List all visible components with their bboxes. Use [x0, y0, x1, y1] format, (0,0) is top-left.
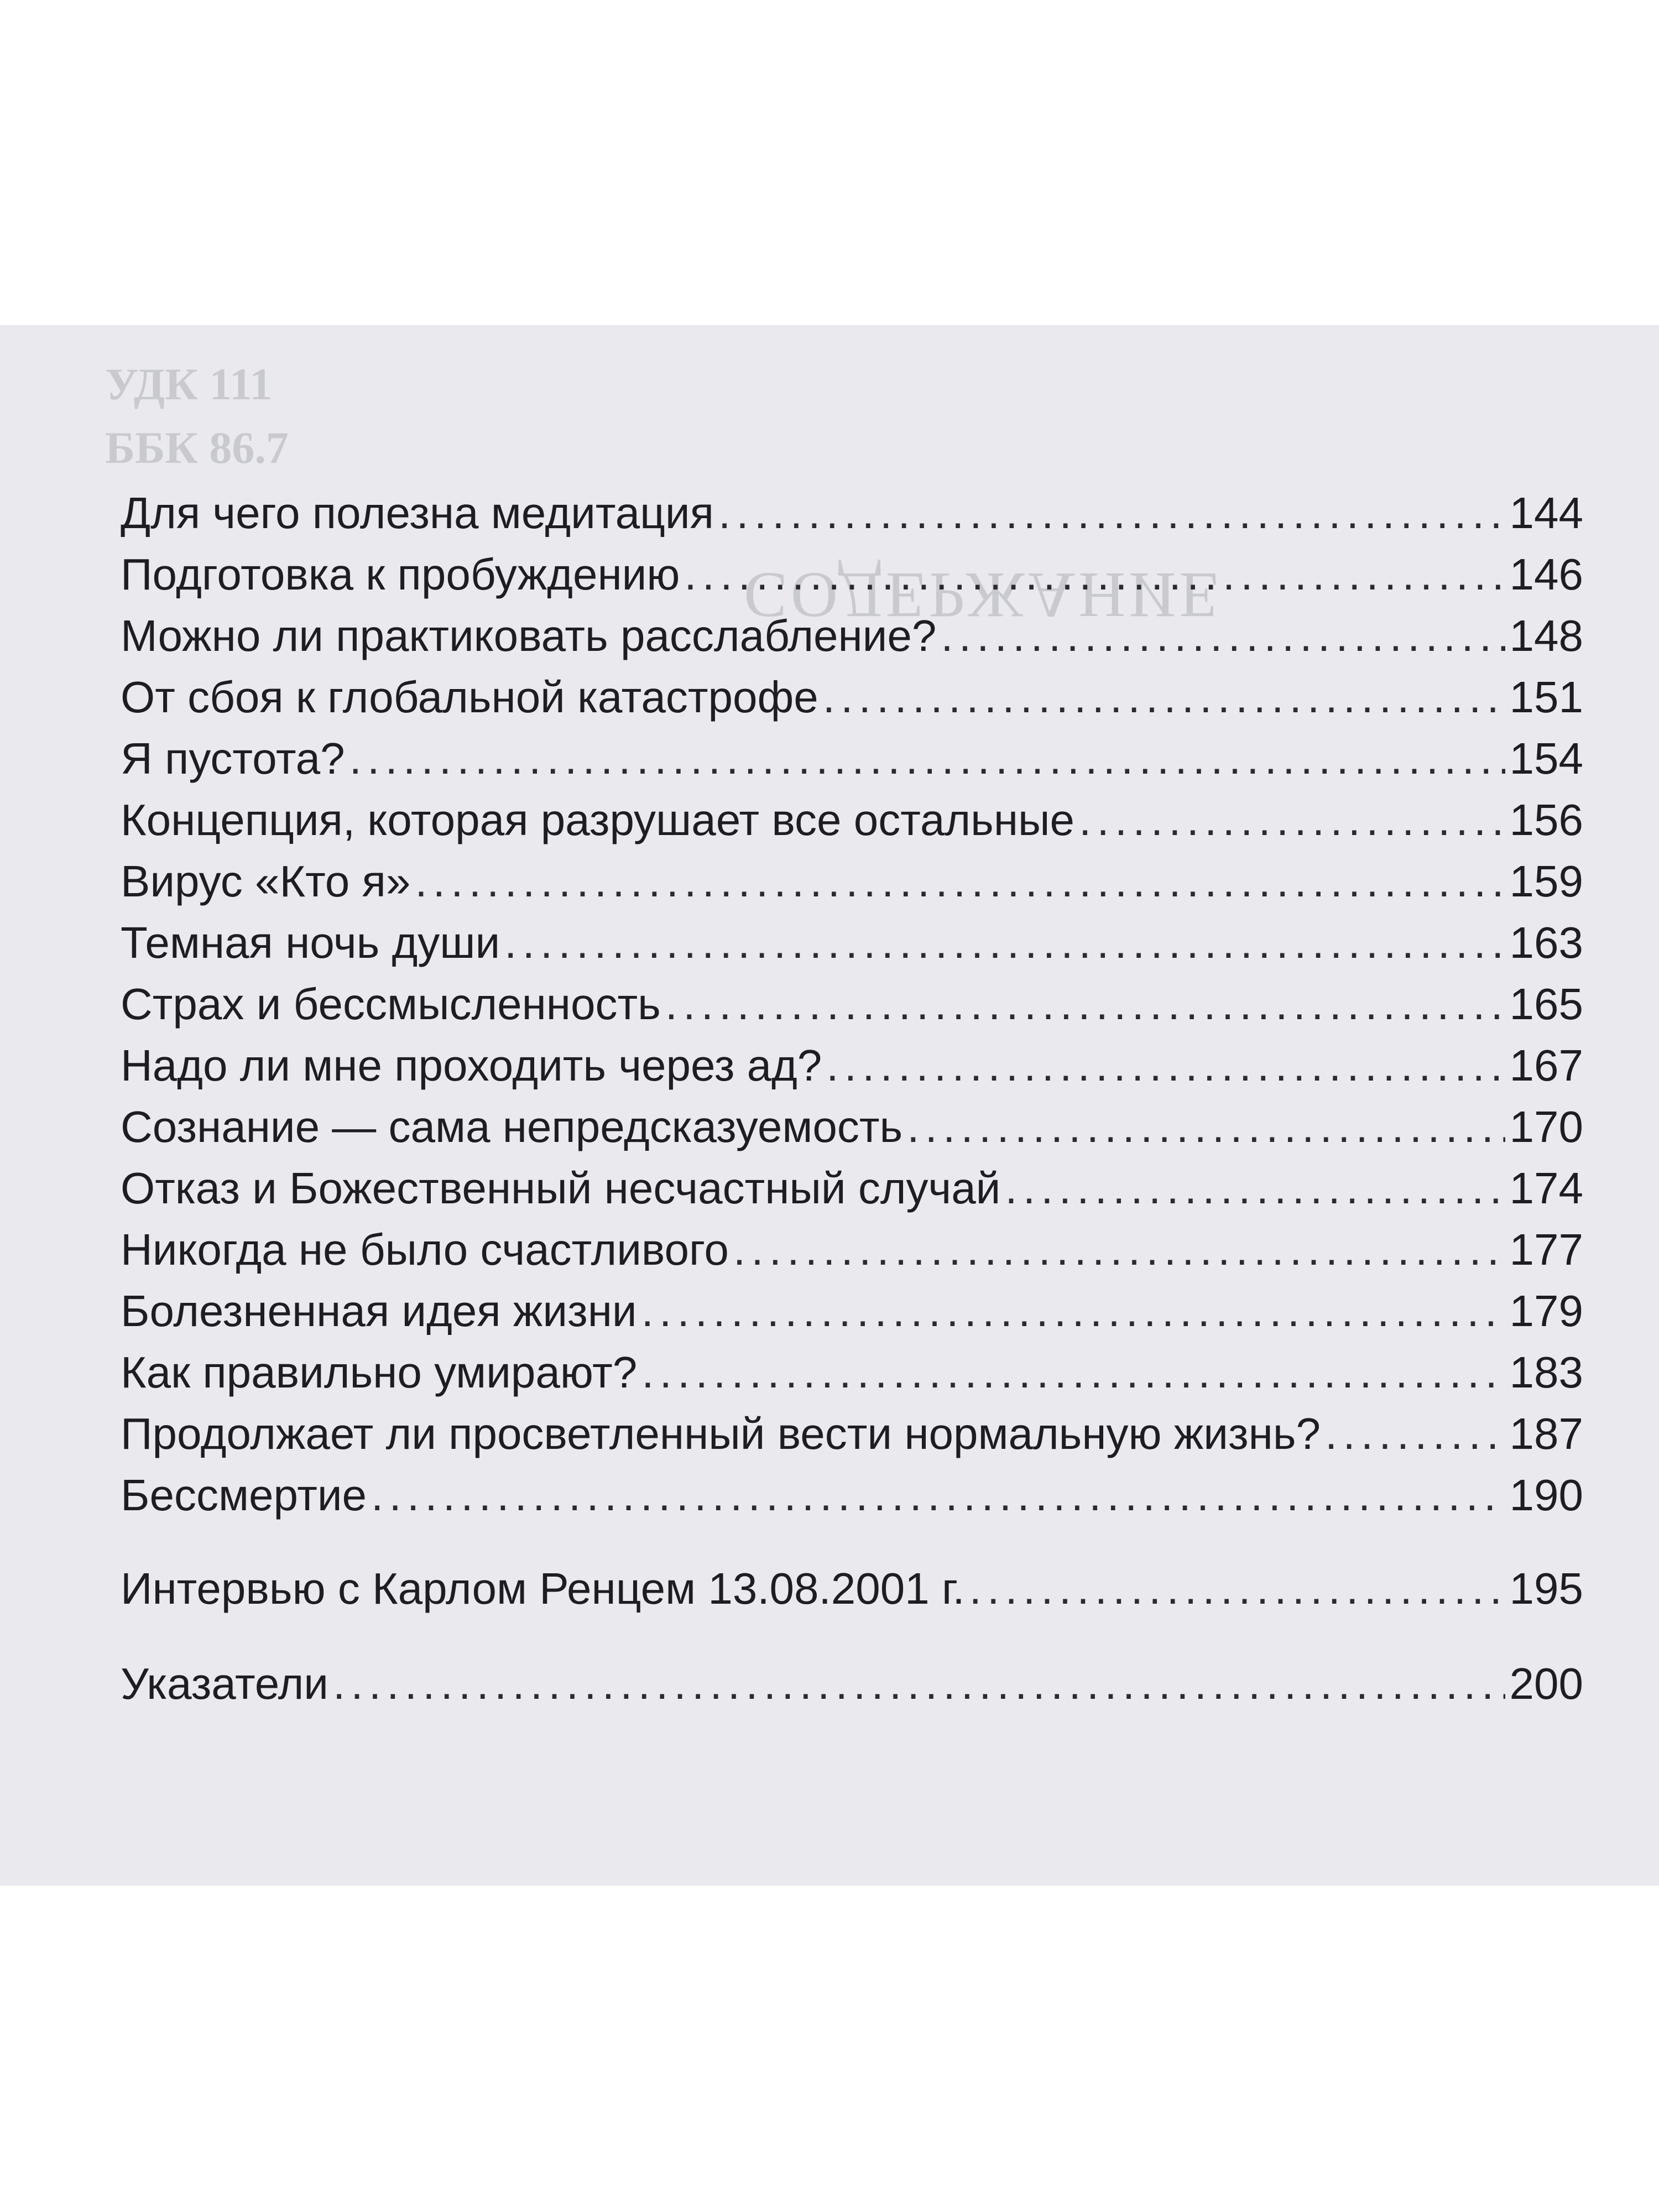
toc-entry [121, 1166, 1583, 1211]
toc-entry-title: Можно ли практиковать расслабление? [121, 611, 937, 660]
show-through-heading: СОДЕРЖАНИЕ [744, 559, 1223, 632]
toc-entry-title: Никогда не было счастливого [121, 1225, 729, 1274]
dot-leader [641, 1350, 1505, 1395]
toc-entry-page: 167 [1509, 1041, 1583, 1090]
dot-leader [969, 1567, 1505, 1611]
dot-leader [1005, 1166, 1505, 1211]
show-through-bbk: ББК 86.7 [105, 422, 289, 473]
toc-entry-title: Интервью с Карлом Ренцем 13.08.2001 г. [121, 1564, 965, 1613]
toc-entry-title: От сбоя к глобальной катастрофе [121, 672, 818, 722]
dot-leader [333, 1662, 1505, 1706]
toc-entry-title: Сознание — сама непредсказуемость [121, 1102, 903, 1151]
toc-entry-page: 163 [1509, 918, 1583, 967]
dot-leader [733, 1228, 1505, 1272]
dot-leader [907, 1105, 1505, 1149]
toc-entry-title: Указатели [121, 1659, 328, 1708]
toc-entry [121, 734, 1583, 783]
toc-entry [121, 1225, 1583, 1274]
toc-entry-page: 200 [1509, 1659, 1583, 1708]
toc-entry-title: Страх и бессмысленность [121, 979, 661, 1029]
toc-entry-title: Темная ночь души [121, 918, 500, 967]
toc-entry-page: 190 [1509, 1470, 1583, 1520]
toc-entry-title: Вирус «Кто я» [121, 857, 411, 906]
toc-entry-title: Концепция, которая разрушает все остальные [121, 795, 1074, 844]
toc-entry [121, 1041, 1583, 1090]
toc-entry-page: 179 [1509, 1286, 1583, 1335]
toc-entry-page: 144 [1509, 488, 1583, 538]
toc-entry-title: Надо ли мне проходить через ад? [121, 1041, 822, 1090]
toc-entry-page: 148 [1509, 611, 1583, 660]
toc-entry-page: 187 [1509, 1409, 1583, 1458]
toc-entry-page: 154 [1509, 734, 1583, 783]
dot-leader [823, 675, 1505, 719]
dot-leader [1325, 1412, 1505, 1456]
toc-entry-page: 170 [1509, 1102, 1583, 1151]
toc-entry-page: 183 [1509, 1348, 1583, 1397]
toc-entry [121, 1350, 1583, 1395]
toc-entry [121, 1470, 1583, 1520]
toc-entry-page: 177 [1509, 1225, 1583, 1274]
toc-entry-title: Как правильно умирают? [121, 1348, 638, 1397]
dot-leader [1079, 798, 1505, 842]
toc-entry-title: Подготовка к пробуждению [121, 550, 680, 599]
toc-entry [121, 795, 1583, 844]
dot-leader [415, 859, 1505, 904]
toc-entry [121, 979, 1583, 1029]
toc-entry-page: 174 [1509, 1164, 1583, 1213]
toc-entry-title: Для чего полезна медитация [121, 488, 714, 538]
toc-entry-title: Болезненная идея жизни [121, 1286, 637, 1335]
toc-entry-page: 159 [1509, 857, 1583, 906]
dot-leader [371, 1473, 1505, 1517]
dot-leader [826, 1044, 1505, 1088]
toc-entry-title: Продолжает ли просветленный вести нормальную жизнь? [121, 1409, 1321, 1458]
toc-entry [121, 859, 1583, 904]
toc-entry-page: 146 [1509, 550, 1583, 599]
dot-leader [641, 1289, 1505, 1333]
toc-entry [121, 918, 1583, 967]
toc-entry-title: Отказ и Божественный несчастный случай [121, 1164, 1001, 1213]
toc-entry-page: 156 [1509, 795, 1583, 844]
toc-entry-page: 151 [1509, 672, 1583, 722]
dot-leader [684, 552, 1505, 597]
toc-entry-title: Я пустота? [121, 734, 345, 783]
dot-leader [665, 982, 1505, 1026]
toc-entry [121, 1409, 1583, 1458]
book-page [0, 325, 1659, 1886]
toc-entry [121, 611, 1583, 660]
toc-entry [121, 552, 1583, 597]
show-through-udk: УДК 111 [105, 359, 273, 409]
toc-entry [121, 1564, 1583, 1613]
dot-leader [349, 737, 1505, 781]
toc-entry [121, 1286, 1583, 1335]
toc-entry-title: Бессмертие [121, 1470, 367, 1520]
dot-leader [504, 921, 1505, 965]
dot-leader [941, 614, 1505, 658]
toc-entry [121, 672, 1583, 722]
toc-entry [121, 488, 1583, 538]
toc-entry [121, 1659, 1583, 1708]
dot-leader [718, 491, 1505, 535]
toc-entry [121, 1102, 1583, 1151]
toc-entry-page: 195 [1509, 1564, 1583, 1613]
toc-entry-page: 165 [1509, 979, 1583, 1029]
